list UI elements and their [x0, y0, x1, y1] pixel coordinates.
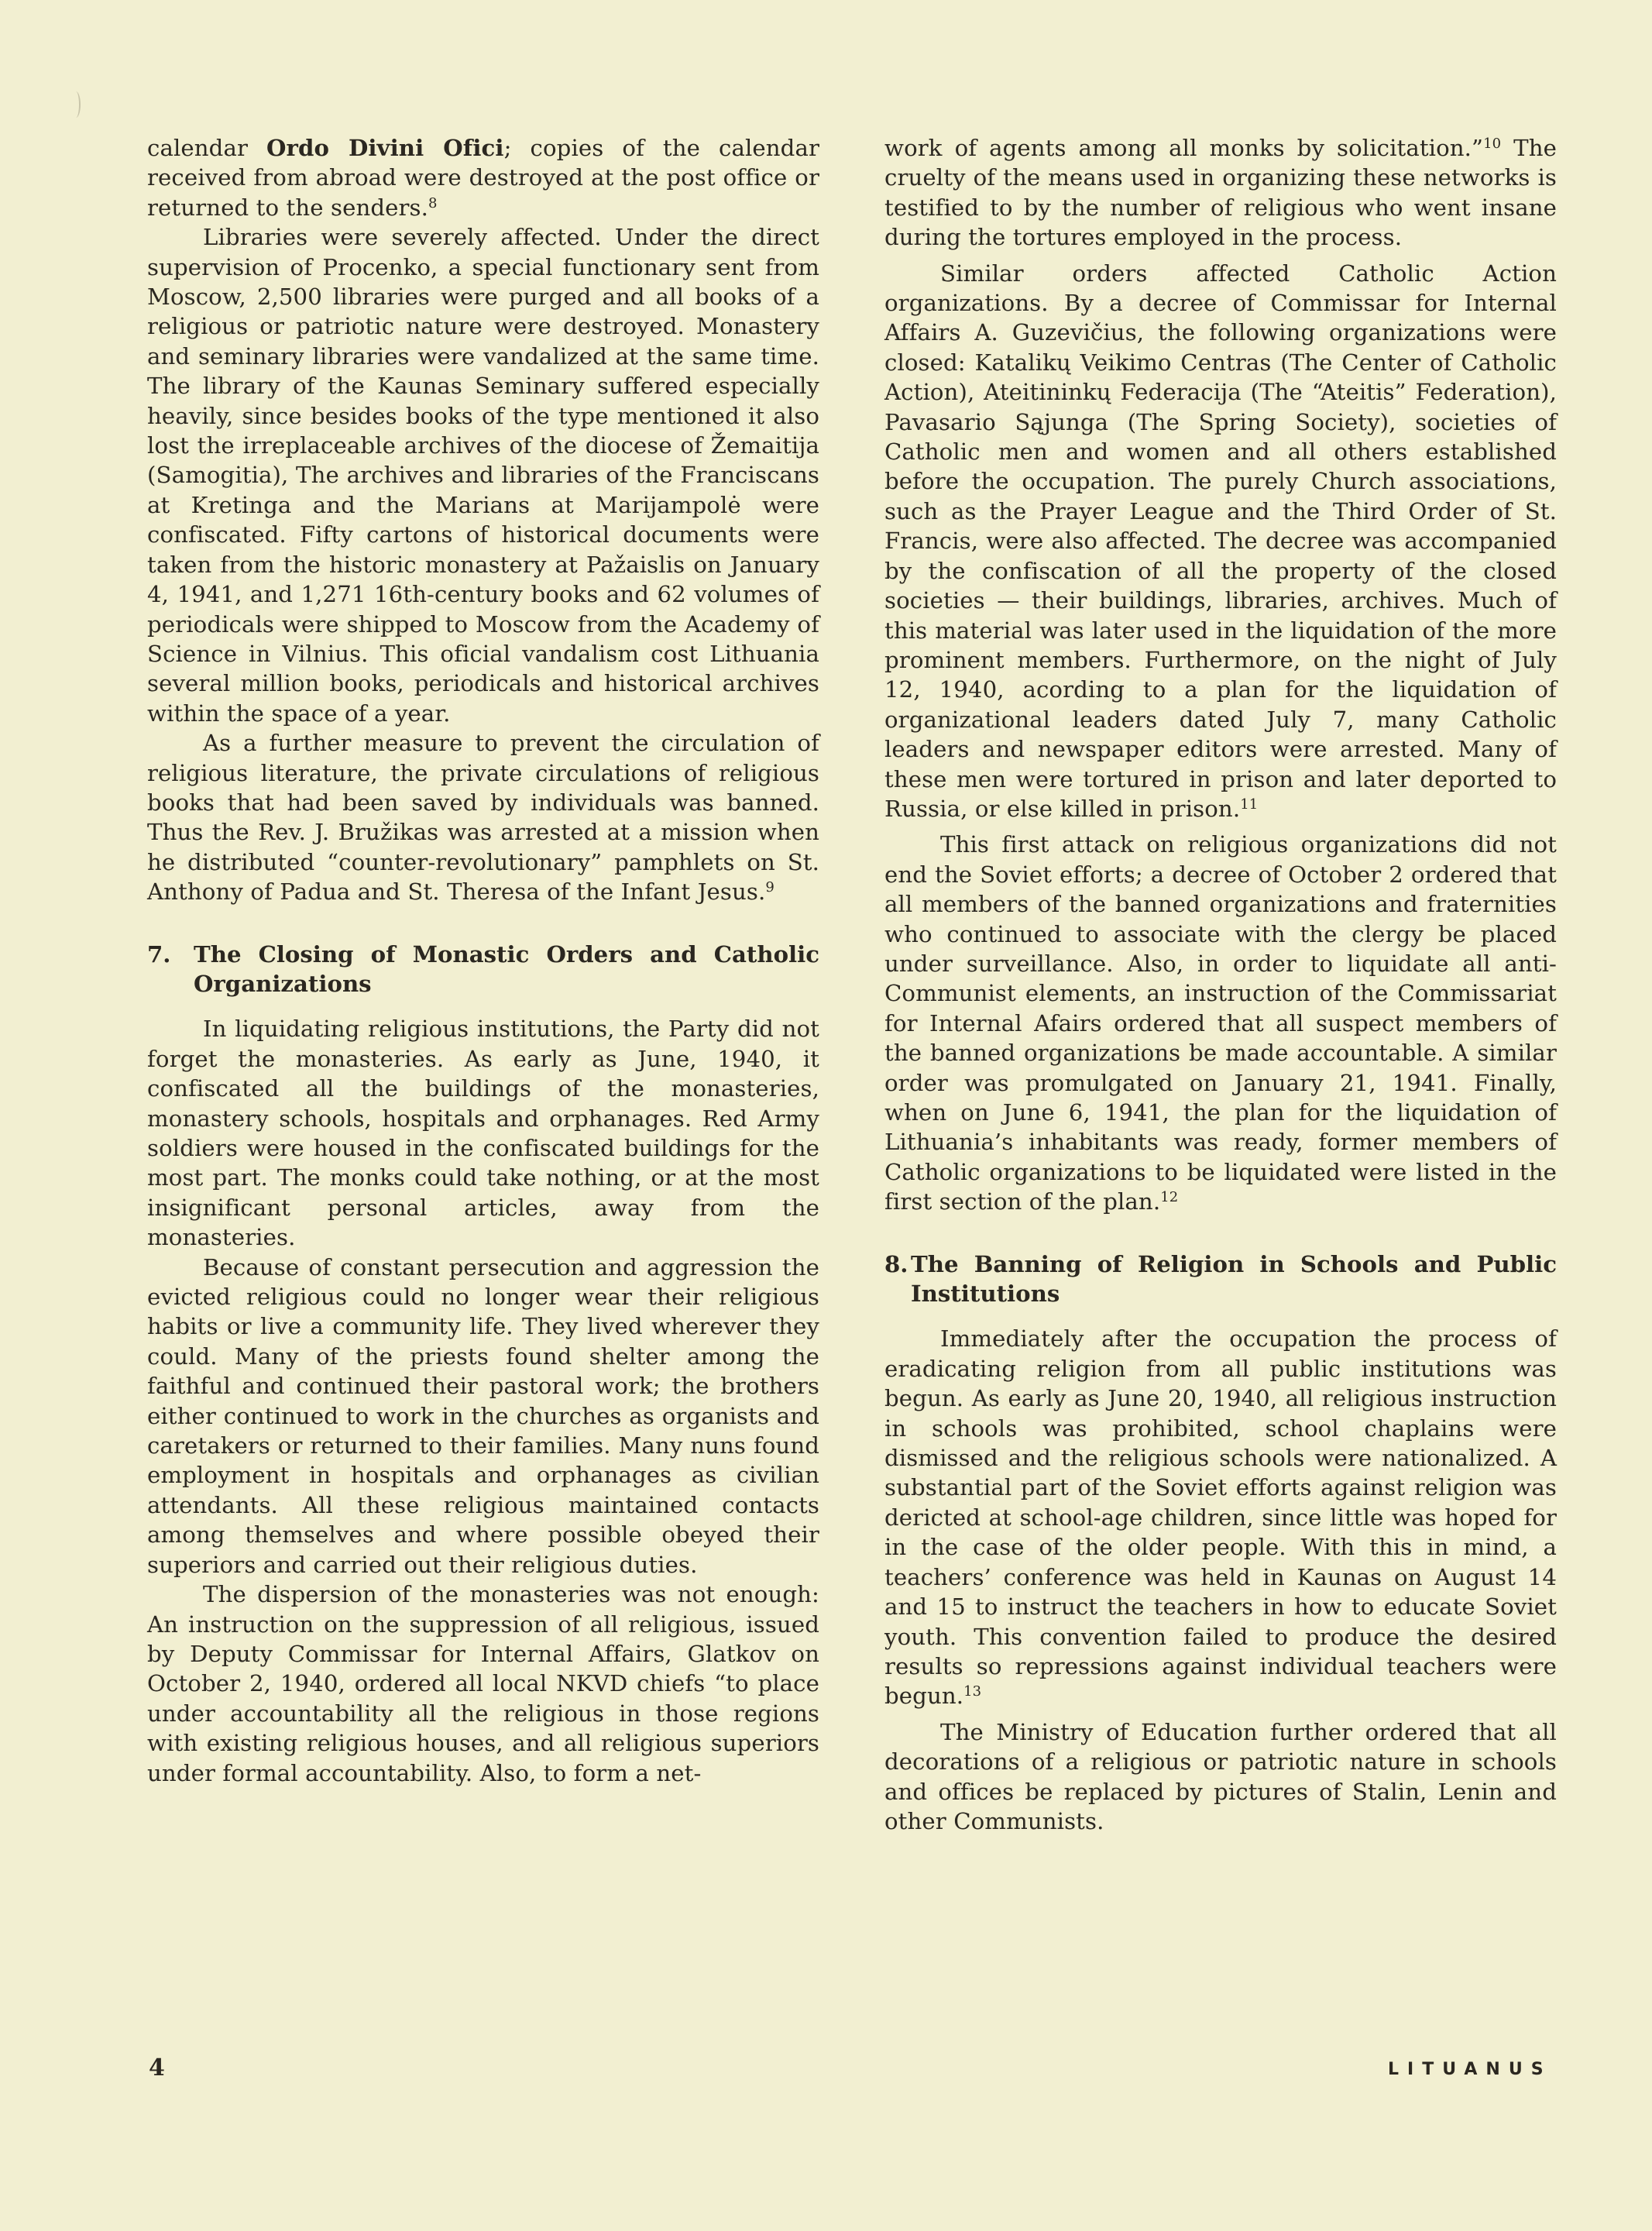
journal-name: LITUANUS	[1388, 2060, 1552, 2079]
paragraph	[147, 222, 819, 728]
paragraph-text: work of agents among all monks by solicitation.”	[884, 135, 1484, 161]
footnote-ref[interactable]: 13	[963, 1683, 982, 1700]
paragraph-text: Because of constant persecution and aggression the evicted religious could no longer wear their religious habits or live a community life. They lived wherever they could. Many of the priests found shelter among the faithful and continued their pastoral work; the brothers either continued to work in the churches as organists and caretakers or returned to their families. Many nuns found employment in hospitals and orphanages as civilian attendants. All these religious maintained contacts among themselves and where possible obeyed their superiors and carried out their religious duties.	[147, 1253, 819, 1578]
section-title: The Banning of Religion in Schools and Public Institutions	[911, 1250, 1557, 1308]
calendar-title: Ordo Divini Ofici	[266, 135, 504, 161]
binding-mark	[71, 91, 81, 118]
paragraph-text: ; copies of the calendar received from abroad were destroyed at the post office or returned to the senders.	[147, 135, 819, 221]
left-column	[147, 133, 819, 1788]
paragraph-text: In liquidating religious institutions, the Party did not forget the monasteries. As early as June, 1940, it confiscated all the buildings of the monasteries, monastery schools, hospitals and orphanages. Red Army soldiers were housed in the confiscated buildings for the most part. The monks could take nothing, or at the most insignificant personal articles, away from the monasteries.	[147, 1016, 819, 1251]
section-heading-7	[147, 940, 819, 999]
footnote-ref[interactable]: 10	[1483, 136, 1502, 152]
paragraph-text: Libraries were severely affected. Under the direct supervision of Procenko, a special functionary sent from Moscow, 2,500 libraries were purged and all books of a religious or patriotic nature were destroyed. Monastery and seminary libraries were vandalized at the same time. The library of the Kaunas Seminary suffered especially heavily, since besides books of the type mentioned it also lost the irreplaceable archives of the diocese of Žemaitija (Samogitia), The archives and libraries of the Franciscans at Kretinga and the Marians at Marijampolė were confiscated. Fifty cartons of historical documents were taken from the historic monastery at Pažaislis on January 4, 1941, and 1,271 16th-century books and 62 volumes of periodicals were shipped to Moscow from the Academy of Science in Vilnius. This oficial vandalism cost Lithuania several million books, periodicals and historical archives within the space of a year.	[147, 224, 819, 727]
paragraph-text: Similar orders affected Catholic Action organizations. By a decree of Commissar for Internal Affairs A. Guzevičius, the following organizations were closed: Katalikų Veikimo Centras (The Center of Catholic Action), Ateitininkų Federacija (The “Ateitis” Federation), Pavasario Sąjunga (The Spring Society), societies of Catholic men and women and all others established before the occupation. The purely Church associations, such as the Prayer League and the Third Order of St. Francis, were also affected. The decree was accompanied by the confiscation of all the property of the closed societies — their buildings, libraries, archives. Much of this material was later used in the liquidation of the more prominent members. Furthermore, on the night of July 12, 1940, acording to a plan for the liquidation of organizational leaders dated July 7, many Catholic leaders and newspaper editors were arrested. Many of these men were tortured in prison and later deported to Russia, or else killed in prison.	[884, 260, 1557, 822]
section-number: 7.	[147, 940, 171, 968]
right-column	[884, 133, 1557, 1836]
page-number: 4	[149, 2054, 165, 2081]
paragraph	[884, 1717, 1557, 1837]
paragraph	[884, 830, 1557, 1216]
section-number: 8.	[884, 1250, 908, 1277]
paragraph-text: The Ministry of Education further ordered that all decorations of a religious or patriotic nature in schools and offices be replaced by pictures of Stalin, Lenin and other Communists.	[884, 1718, 1557, 1834]
paragraph-text: calendar	[147, 135, 266, 161]
paragraph-text: The dispersion of the monasteries was not enough: An instruction on the suppression of all religious, issued by Deputy Commissar for Internal Affairs, Glatkov on October 2, 1940, ordered all local NKVD chiefs “to place under accountability all the religious in those regions with existing religious houses, and all religious superiors under formal accountability. Also, to form a net-	[147, 1581, 819, 1786]
section-title: The Closing of Monastic Orders and Catholic Organizations	[194, 940, 819, 997]
paragraph	[884, 259, 1557, 824]
paragraph	[884, 1324, 1557, 1710]
paragraph	[147, 728, 819, 906]
paragraph	[147, 1253, 819, 1580]
section-heading-8	[884, 1250, 1557, 1309]
paragraph-text: This first attack on religious organizations did not end the Soviet efforts; a decree of October 2 ordered that all members of the banned organizations and fraternities who continued to associate with the clergy be placed under surveillance. Also, in order to liquidate all anti-Communist elements, an instruction of the Commissariat for Internal Afairs ordered that all suspect members of the banned organizations be made accountable. A similar order was promulgated on January 21, 1941. Finally, when on June 6, 1941, the plan for the liquidation of Lithuania’s inhabitants was ready, former members of Catholic organizations to be liquidated were listed in the first section of the plan.	[884, 831, 1557, 1215]
footnote-ref[interactable]: 9	[765, 879, 774, 896]
paragraph	[147, 1014, 819, 1252]
paragraph	[147, 1580, 819, 1788]
footnote-ref[interactable]: 8	[428, 194, 438, 211]
footnote-ref[interactable]: 11	[1240, 796, 1259, 813]
footnote-ref[interactable]: 12	[1160, 1189, 1179, 1206]
paragraph-text: The cruelty of the means used in organizing these networks is testified to by the number of religious who went insane during the tortures employed in the process.	[884, 135, 1557, 251]
paragraph-text: As a further measure to prevent the circulation of religious literature, the private circulations of religious books that had been saved by individuals was banned. Thus the Rev. J. Bružikas was arrested at a mission when he distributed “counter-revolutionary” pamphlets on St. Anthony of Padua and St. Theresa of the Infant Jesus.	[147, 730, 819, 906]
paragraph	[884, 133, 1557, 253]
paragraph-text: Immediately after the occupation the process of eradicating religion from all public institutions was begun. As early as June 20, 1940, all religious instruction in schools was prohibited, school chaplains were dismissed and the religious schools were nationalized. A substantial part of the Soviet efforts against religion was dericted at school-age children, since little was hoped for in the case of the older people. With this in mind, a teachers’ conference was held in Kaunas on August 14 and 15 to instruct the teachers in how to educate Soviet youth. This convention failed to produce the desired results so repressions against individual teachers were begun.	[884, 1325, 1557, 1710]
paragraph	[147, 133, 819, 222]
